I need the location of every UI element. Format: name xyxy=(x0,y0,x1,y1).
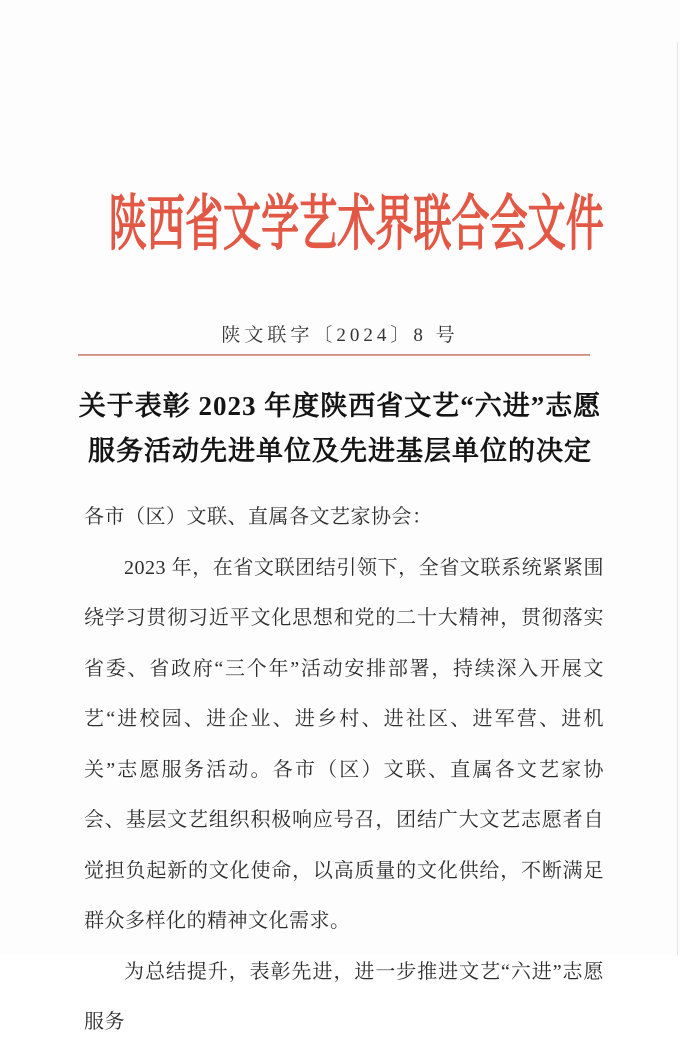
document-title xyxy=(40,384,640,474)
document-body xyxy=(84,492,604,1048)
body-paragraph-1: 2023 年，在省文联团结引领下，全省文联系统紧紧围绕学习贯彻习近平文化思想和党的二十大精神，贯彻落实省委、省政府“三个年”活动安排部署，持续深入开展文艺“进校园、进企业、进乡村、进社区、进军营、进机关”志愿服务活动。各市（区）文联、直属各文艺家协会、基层文艺组织积极响应号召，团结广大文艺志愿者自觉担负起新的文化使命，以高质量的文化供给，不断满足群众多样化的精神文化需求。 xyxy=(84,556,604,932)
document-number: 陕文联字〔2024〕8 号 xyxy=(221,325,459,346)
document-title-line2: 服务活动先进单位及先进基层单位的决定 xyxy=(88,436,592,466)
body-paragraph-2: 为总结提升，表彰先进，进一步推进文艺“六进”志愿服务 xyxy=(84,960,604,1033)
red-divider-line xyxy=(78,354,590,356)
agency-header-title: 陕西省文学艺术界联合会文件 xyxy=(108,191,604,259)
document-title-line1: 关于表彰 2023 年度陕西省文艺“六进”志愿 xyxy=(78,391,602,421)
salutation: 各市（区）文联、直属各文艺家协会： xyxy=(84,506,433,528)
